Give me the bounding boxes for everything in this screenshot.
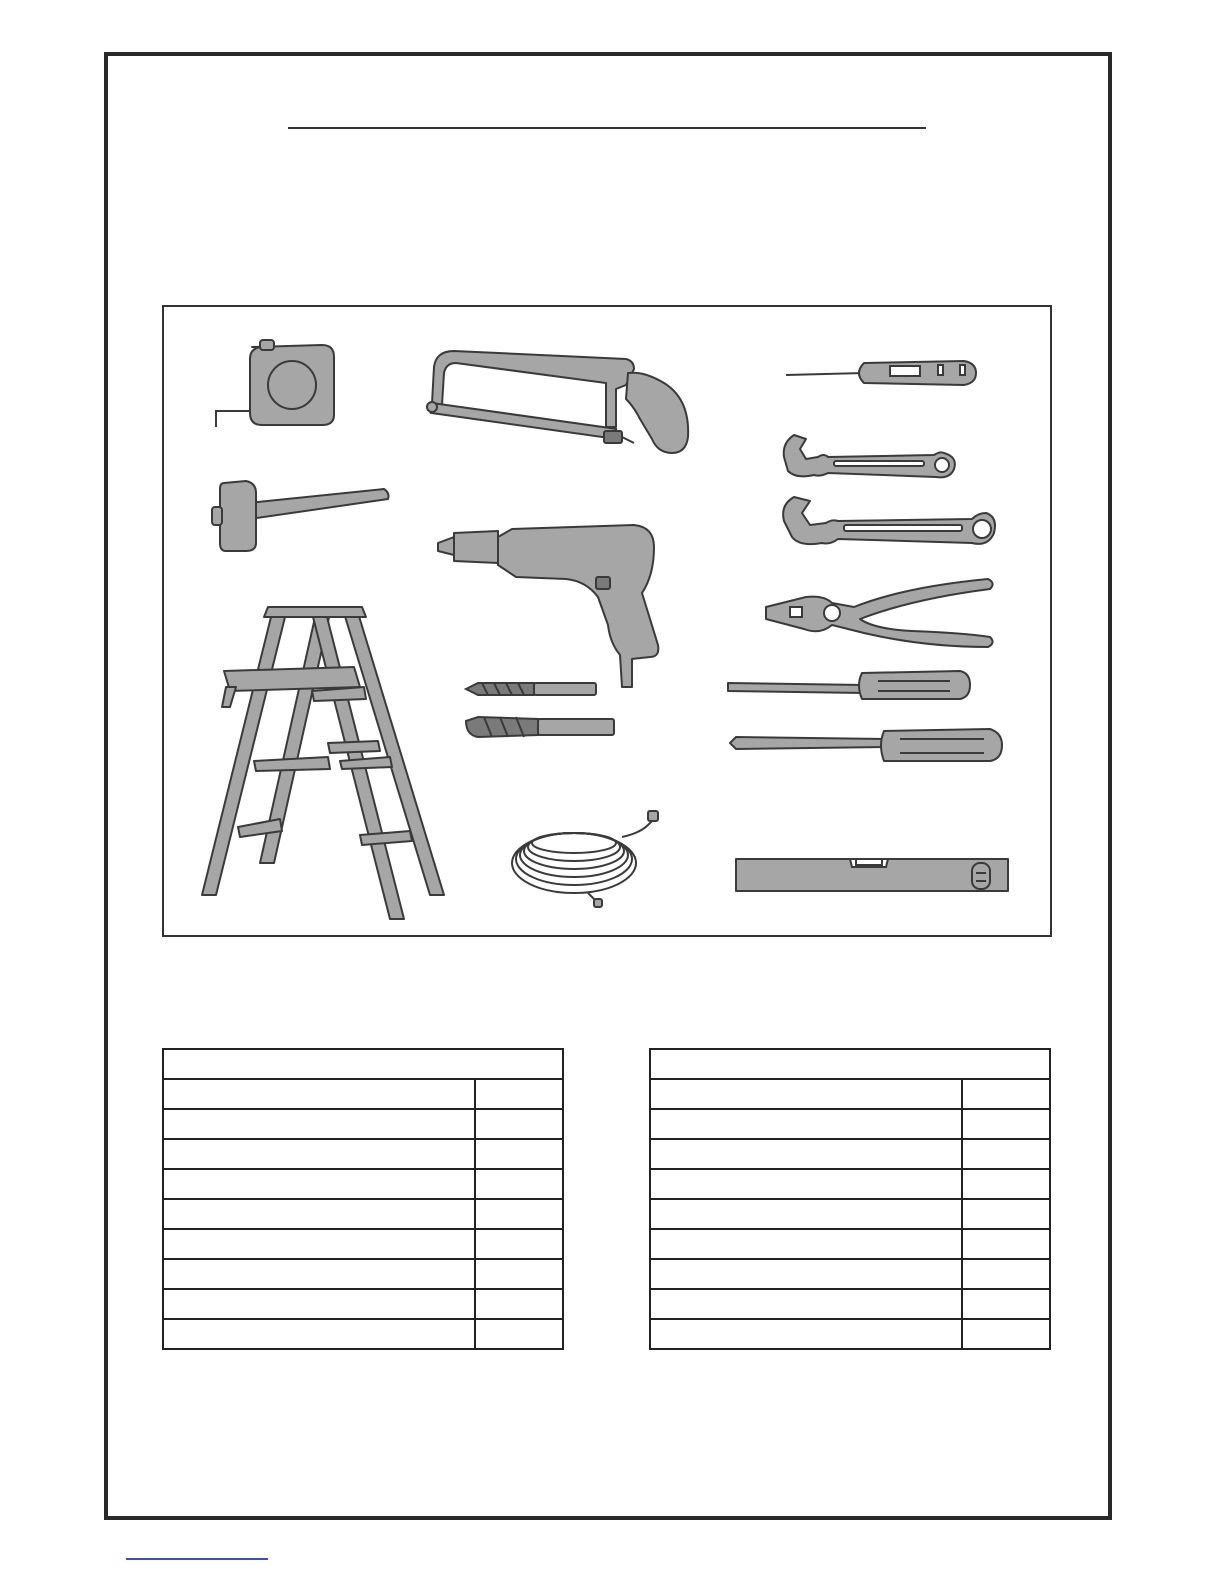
extension-cord-icon [512,811,658,907]
rubber-mallet-icon [212,481,389,551]
table-header [163,1049,563,1079]
hacksaw-icon [427,351,688,453]
table-row [650,1079,1050,1109]
tape-measure-icon [216,340,334,427]
masonry-drill-bit-icon [466,717,614,737]
table-row [650,1229,1050,1259]
parts-table-right [649,1048,1051,1350]
table-row [163,1109,563,1139]
combination-wrench-large-icon [783,497,995,544]
parts-table-left [162,1048,564,1350]
table-row [163,1169,563,1199]
voltage-tester-screwdriver-icon [786,361,976,385]
phillips-screwdriver-icon [730,729,1002,761]
table-row [650,1289,1050,1319]
tools-illustration-panel [162,305,1052,937]
table-row [163,1079,563,1109]
footer-link[interactable] [126,1558,268,1560]
power-drill-icon [438,525,658,687]
table-row [650,1169,1050,1199]
table-row [163,1199,563,1229]
spirit-level-icon [736,859,1008,891]
table-row [163,1289,563,1319]
table-row [163,1229,563,1259]
table-row [163,1319,563,1349]
table-row [163,1259,563,1289]
table-row [650,1139,1050,1169]
pliers-icon [766,579,993,647]
table-row [163,1139,563,1169]
flat-screwdriver-icon [728,671,970,699]
table-row [650,1259,1050,1289]
page-title [288,127,926,129]
drill-bit-icon [466,683,596,695]
step-ladder-icon [202,607,444,919]
table-row [650,1109,1050,1139]
table-row [650,1319,1050,1349]
table-row [650,1199,1050,1229]
combination-wrench-small-icon [784,435,955,477]
table-header [650,1049,1050,1079]
